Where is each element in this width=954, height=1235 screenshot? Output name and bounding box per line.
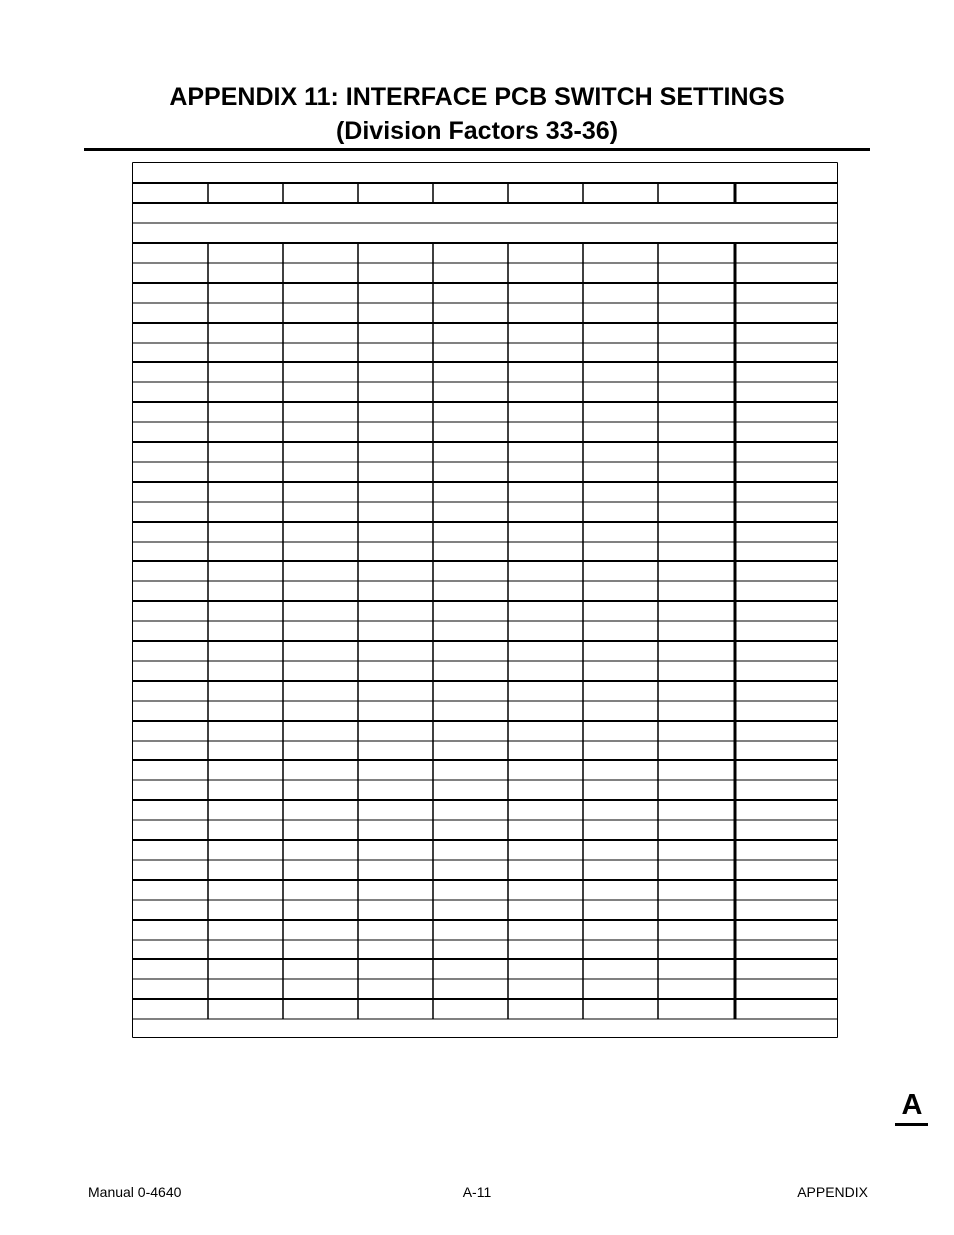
- footer-section-name: APPENDIX: [797, 1184, 868, 1200]
- switch-settings-table: [132, 162, 838, 1038]
- table-grid-lines: [132, 162, 838, 1038]
- title-underline: [84, 148, 870, 151]
- page-title-line-1: APPENDIX 11: INTERFACE PCB SWITCH SETTINGS: [169, 83, 785, 111]
- page-title-line-2: (Division Factors 33-36): [335, 117, 619, 145]
- appendix-tab-letter: A: [901, 1089, 923, 1121]
- appendix-tab-underline: [895, 1123, 928, 1126]
- footer-manual-number: Manual 0-4640: [88, 1184, 182, 1200]
- footer-page-number: A-11: [462, 1184, 492, 1200]
